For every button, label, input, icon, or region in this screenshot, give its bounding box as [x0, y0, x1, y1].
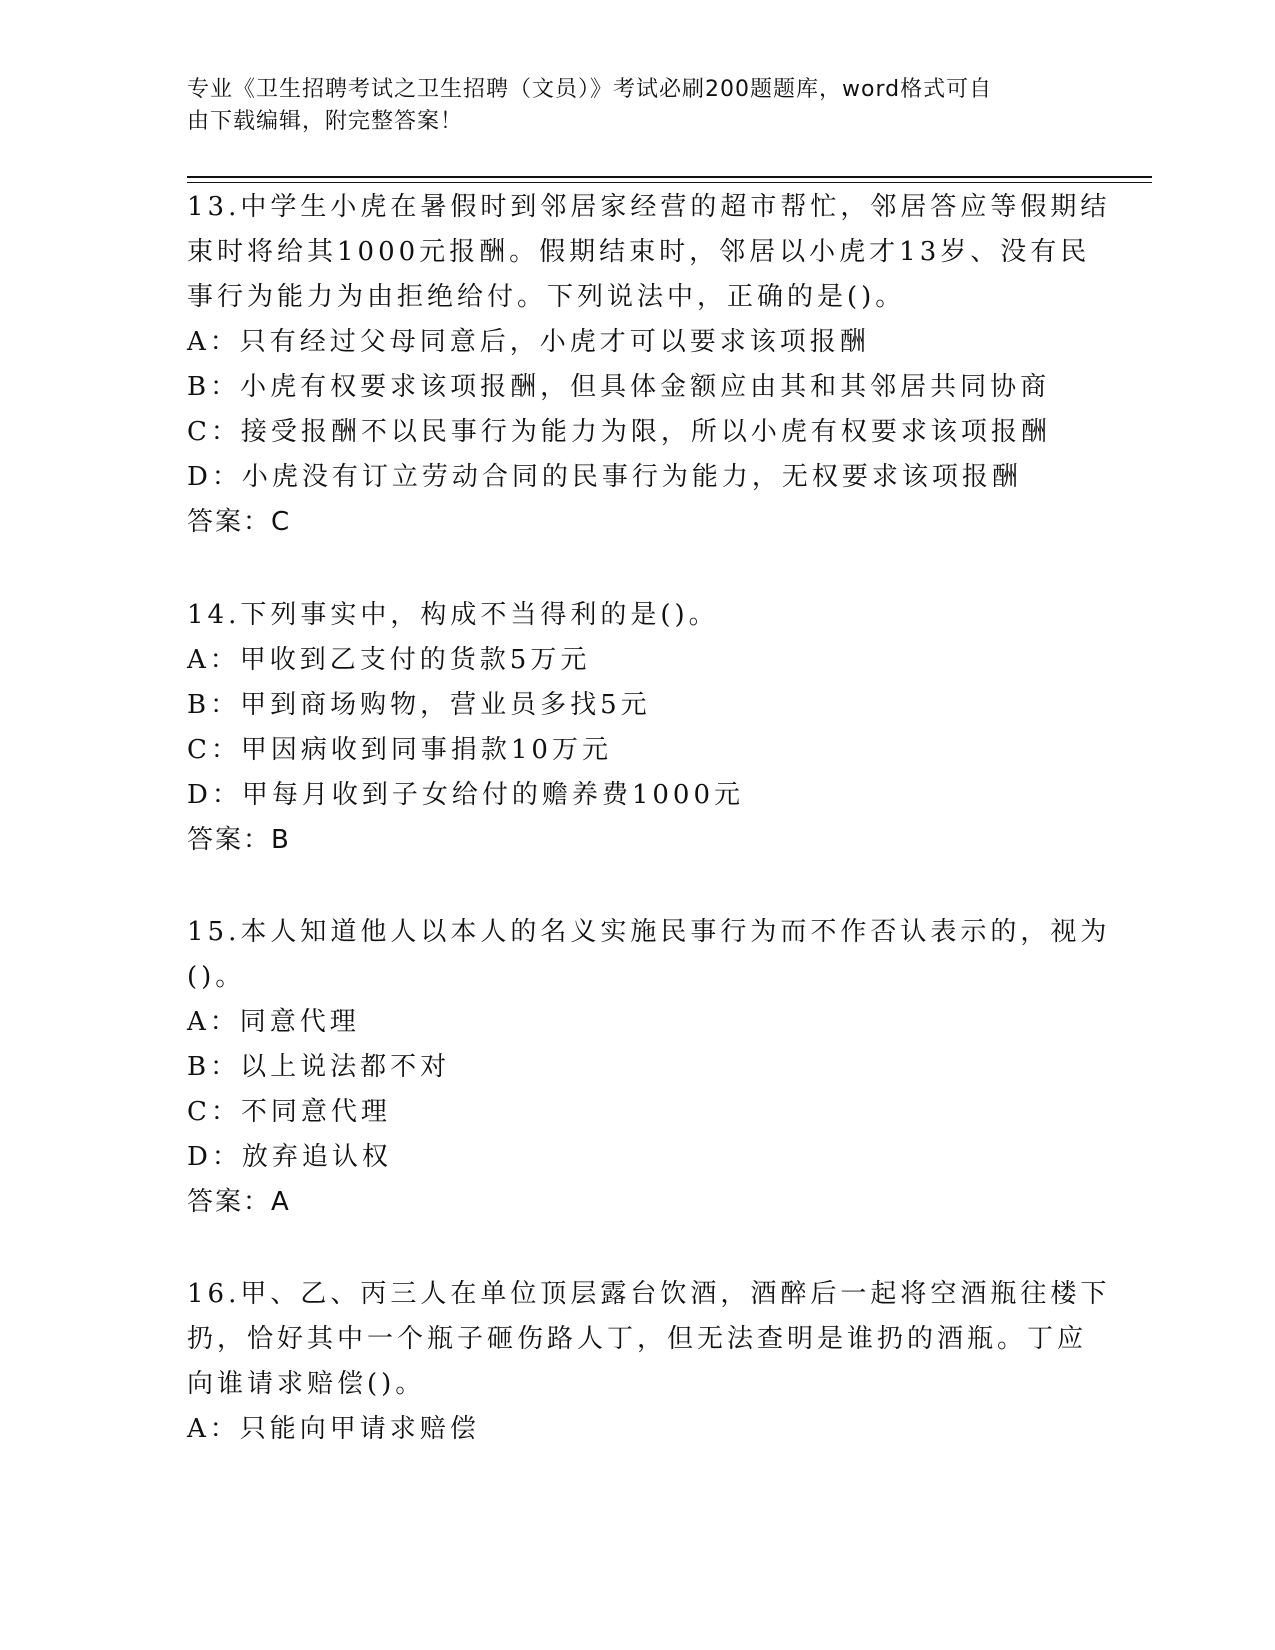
option-b: B：甲到商场购物，营业员多找5元	[187, 690, 651, 720]
header-divider-thin	[187, 182, 1152, 183]
question-stem-line: 13.中学生小虎在暑假时到邻居家经营的超市帮忙，邻居答应等假期结	[187, 192, 1111, 222]
option-a: A：同意代理	[187, 1007, 360, 1037]
option-a: A：只有经过父母同意后，小虎才可以要求该项报酬	[187, 327, 870, 357]
question-stem-line: 14.下列事实中，构成不当得利的是()。	[187, 600, 719, 630]
question-stem-line: 束时将给其1000元报酬。假期结束时，邻居以小虎才13岁、没有民	[187, 237, 1091, 267]
answer-line: 答案：C	[187, 507, 292, 537]
option-b: B：小虎有权要求该项报酬，但具体金额应由其和其邻居共同协商	[187, 372, 1051, 402]
option-c: C：甲因病收到同事捐款10万元	[187, 735, 612, 765]
question-16	[187, 1272, 1111, 1452]
question-stem-line: ()。	[187, 962, 246, 992]
question-stem-line: 事行为能力为由拒绝给付。下列说法中，正确的是()。	[187, 282, 906, 312]
option-a: A：甲收到乙支付的货款5万元	[187, 645, 591, 675]
option-a: A：只能向甲请求赔偿	[187, 1414, 480, 1444]
option-d: D：小虎没有订立劳动合同的民事行为能力，无权要求该项报酬	[187, 462, 1022, 492]
option-b: B：以上说法都不对	[187, 1052, 451, 1082]
answer-line: 答案：A	[187, 1187, 291, 1217]
header-divider-thick	[187, 176, 1152, 178]
answer-line: 答案：B	[187, 825, 291, 855]
question-stem-line: 向谁请求赔偿()。	[187, 1369, 426, 1399]
document-header	[187, 74, 1067, 138]
option-d: D：放弃追认权	[187, 1142, 392, 1172]
question-stem-line: 扔，恰好其中一个瓶子砸伤路人丁，但无法查明是谁扔的酒瓶。丁应	[187, 1324, 1088, 1354]
option-d: D：甲每月收到子女给付的赡养费1000元	[187, 780, 745, 810]
question-15	[187, 910, 1111, 1225]
question-13	[187, 185, 1111, 545]
question-stem-line: 15.本人知道他人以本人的名义实施民事行为而不作否认表示的，视为	[187, 917, 1111, 947]
option-c: C：接受报酬不以民事行为能力为限，所以小虎有权要求该项报酬	[187, 417, 1051, 447]
header-line-1: 专业《卫生招聘考试之卫生招聘（文员）》考试必刷200题题库，word格式可自	[187, 77, 993, 102]
question-14	[187, 593, 1087, 863]
header-line-2: 由下载编辑，附完整答案！	[187, 109, 464, 134]
question-stem-line: 16.甲、乙、丙三人在单位顶层露台饮酒，酒醉后一起将空酒瓶往楼下	[187, 1279, 1111, 1309]
option-c: C：不同意代理	[187, 1097, 391, 1127]
